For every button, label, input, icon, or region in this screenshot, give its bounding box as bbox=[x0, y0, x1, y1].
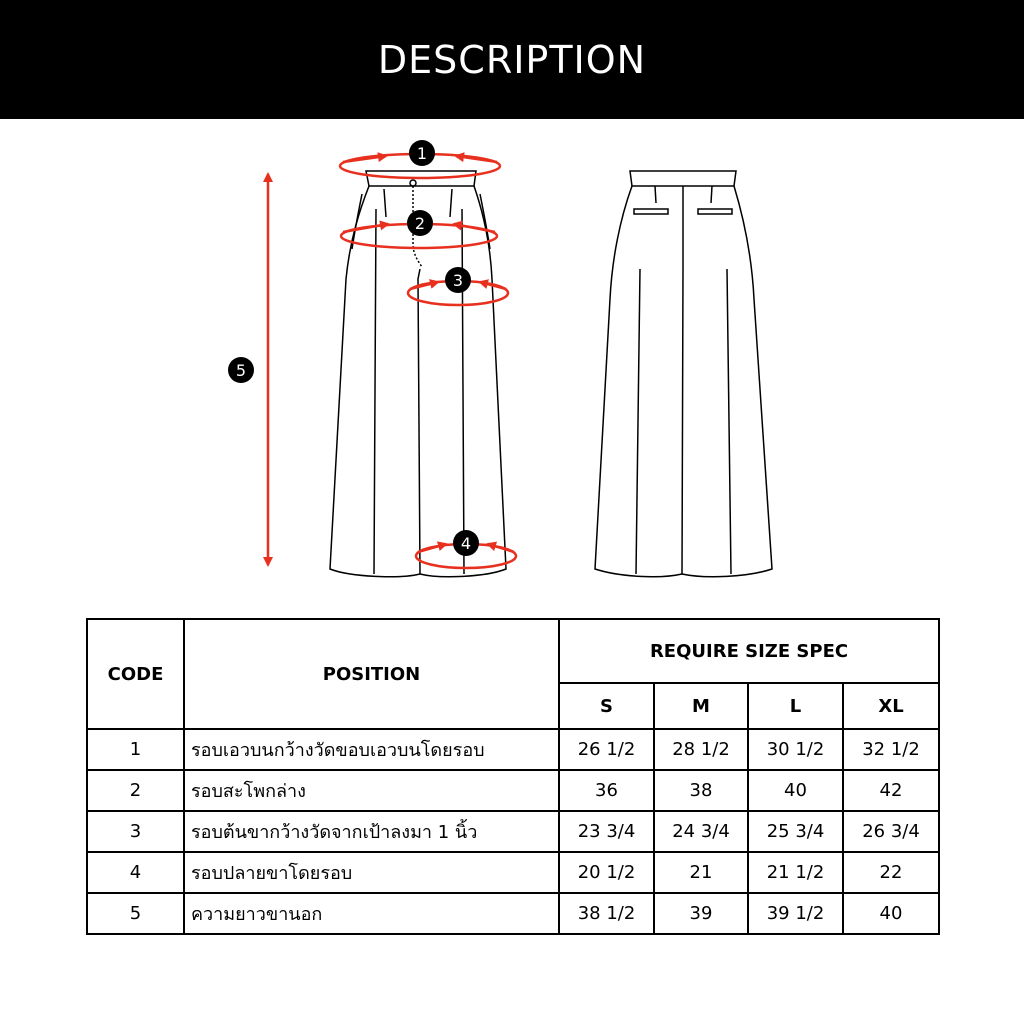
row-value-l: 21 1/2 bbox=[748, 852, 843, 893]
row-value-s: 20 1/2 bbox=[559, 852, 654, 893]
row-position: รอบปลายขาโดยรอบ bbox=[184, 852, 559, 893]
row-position: รอบสะโพกล่าง bbox=[184, 770, 559, 811]
table-row bbox=[87, 893, 939, 934]
row-code: 5 bbox=[87, 893, 184, 934]
row-position: รอบเอวบนกว้างวัดขอบเอวบนโดยรอบ bbox=[184, 729, 559, 770]
row-value-xl: 42 bbox=[843, 770, 939, 811]
row-value-l: 39 1/2 bbox=[748, 893, 843, 934]
size-header-l: L bbox=[748, 683, 843, 729]
row-value-xl: 32 1/2 bbox=[843, 729, 939, 770]
marker-2 bbox=[407, 210, 433, 236]
svg-text:4: 4 bbox=[460, 534, 472, 553]
code-header: CODE bbox=[87, 619, 184, 729]
row-value-xl: 26 3/4 bbox=[843, 811, 939, 852]
size-header-m: M bbox=[654, 683, 748, 729]
marker-4 bbox=[453, 530, 479, 556]
table-row bbox=[87, 811, 939, 852]
row-value-m: 24 3/4 bbox=[654, 811, 748, 852]
row-code: 2 bbox=[87, 770, 184, 811]
row-code: 4 bbox=[87, 852, 184, 893]
svg-text:2: 2 bbox=[414, 214, 426, 233]
page-title: DESCRIPTION bbox=[377, 37, 647, 82]
row-value-s: 36 bbox=[559, 770, 654, 811]
table-row bbox=[87, 852, 939, 893]
row-code: 1 bbox=[87, 729, 184, 770]
row-value-l: 25 3/4 bbox=[748, 811, 843, 852]
size-header-xl: XL bbox=[843, 683, 939, 729]
row-value-m: 38 bbox=[654, 770, 748, 811]
row-value-m: 39 bbox=[654, 893, 748, 934]
header-bar bbox=[0, 0, 1024, 119]
size-spec-table bbox=[86, 618, 940, 935]
row-value-s: 38 1/2 bbox=[559, 893, 654, 934]
pants-diagram bbox=[0, 119, 1024, 609]
row-value-m: 21 bbox=[654, 852, 748, 893]
row-value-m: 28 1/2 bbox=[654, 729, 748, 770]
svg-text:5: 5 bbox=[235, 361, 247, 380]
table-row bbox=[87, 729, 939, 770]
row-value-l: 30 1/2 bbox=[748, 729, 843, 770]
back-pants-drawing bbox=[595, 171, 772, 577]
row-code: 3 bbox=[87, 811, 184, 852]
spec-header: REQUIRE SIZE SPEC bbox=[559, 619, 939, 683]
row-value-l: 40 bbox=[748, 770, 843, 811]
measure-lines bbox=[268, 154, 516, 568]
svg-text:3: 3 bbox=[452, 271, 464, 290]
table-row bbox=[87, 770, 939, 811]
position-header: POSITION bbox=[184, 619, 559, 729]
row-position: ความยาวขานอก bbox=[184, 893, 559, 934]
svg-text:1: 1 bbox=[416, 144, 428, 163]
marker-1 bbox=[409, 140, 435, 166]
row-value-xl: 40 bbox=[843, 893, 939, 934]
row-value-s: 26 1/2 bbox=[559, 729, 654, 770]
row-value-s: 23 3/4 bbox=[559, 811, 654, 852]
marker-3 bbox=[445, 267, 471, 293]
marker-5 bbox=[228, 357, 254, 383]
row-position: รอบต้นขากว้างวัดจากเป้าลงมา 1 นิ้ว bbox=[184, 811, 559, 852]
size-header-s: S bbox=[559, 683, 654, 729]
row-value-xl: 22 bbox=[843, 852, 939, 893]
